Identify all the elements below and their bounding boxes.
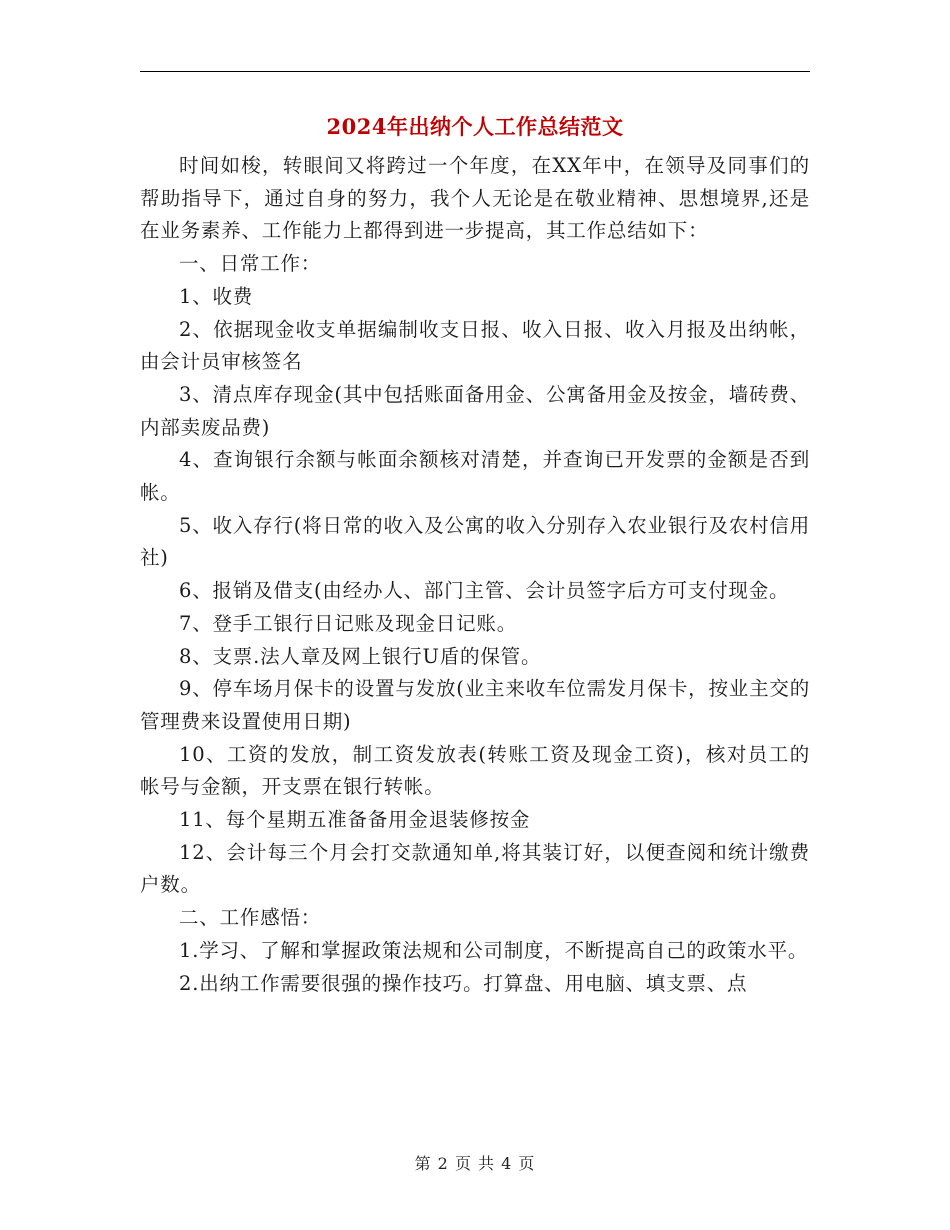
list-item: 7、登手工银行日记账及现金日记账。: [179, 611, 518, 635]
list-item: 8、支票.法人章及网上银行U盾的保管。: [179, 644, 542, 668]
list-item: 4、查询银行余额与帐面余额核对清楚，并查询已开发票的金额是否到帐。: [140, 448, 810, 505]
document-body: [140, 150, 810, 1000]
list-item: 1、收费: [179, 284, 254, 308]
paragraph-intro: 时间如梭，转眼间又将跨过一个年度，在XX年中，在领导及同事们的帮助指导下，通过自身的努力，我个人无论是在敬业精神、思想境界,还是在业务素养、工作能力上都得到进一步提高，其工作总结如下：: [140, 154, 810, 243]
list-item: 5、收入存行(将日常的收入及公寓的收入分别存入农业银行及农村信用社): [140, 513, 810, 570]
list-item: 12、会计每三个月会打交款通知单,将其装订好，以便查阅和统计缴费户数。: [140, 840, 810, 897]
section-heading-work-insights: 二、工作感悟：: [179, 906, 322, 930]
section-heading-daily-work: 一、日常工作：: [179, 252, 322, 276]
list-item: 2、依据现金收支单据编制收支日报、收入日报、收入月报及出纳帐，由会计员审核签名: [140, 317, 810, 374]
list-item: 9、停车场月保卡的设置与发放(业主来收车位需发月保卡，按业主交的管理费来设置使用日期): [140, 677, 810, 733]
document-title: 2024年出纳个人工作总结范文: [326, 114, 624, 139]
list-item: 1.学习、了解和掌握政策法规和公司制度，不断提高自己的政策水平。: [179, 938, 809, 962]
header-rule: [140, 71, 810, 72]
list-item: 3、清点库存现金(其中包括账面备用金、公寓备用金及按金，墙砖费、内部卖废品费): [140, 382, 810, 439]
list-item: 2.出纳工作需要很强的操作技巧。打算盘、用电脑、填支票、点: [179, 971, 748, 995]
page-number: 第 2 页 共 4 页: [414, 1154, 536, 1173]
list-item: 11、每个星期五准备备用金退装修按金: [179, 808, 531, 832]
list-item: 10、工资的发放，制工资发放表(转账工资及现金工资)，核对员工的帐号与金额，开支票在银行转帐。: [140, 742, 810, 799]
list-item: 6、报销及借支(由经办人、部门主管、会计员签字后方可支付现金。: [179, 579, 790, 603]
